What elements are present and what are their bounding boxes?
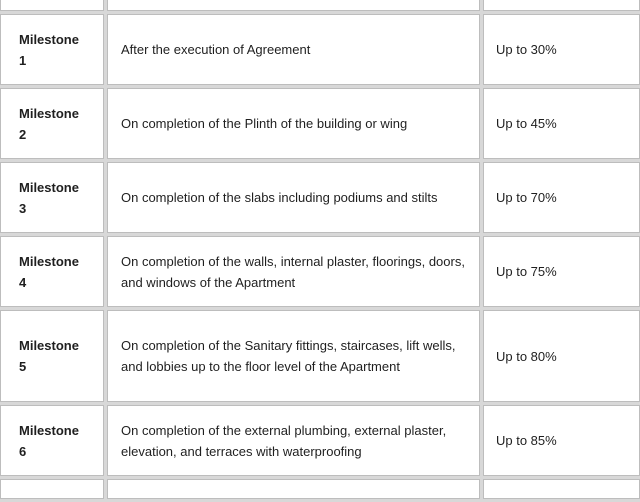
description-cell [107, 14, 480, 85]
milestone-description: On completion of the walls, internal plaster, floorings, doors, and windows of the Apartment [121, 253, 465, 290]
payment-cell [483, 236, 640, 307]
milestone-description: On completion of the Sanitary fittings, staircases, lift wells, and lobbies up to the floor level of the Apartment [121, 338, 456, 374]
milestone-label: Milestone 4 [19, 253, 79, 290]
table-row [0, 162, 640, 233]
milestone-label: Milestone 1 [19, 31, 79, 68]
payment-percentage: Up to 75% [496, 264, 557, 279]
payment-cell [483, 88, 640, 159]
milestone-description: On completion of the external plumbing, external plaster, elevation, and terraces with waterproofing [121, 422, 447, 459]
milestone-label: Milestone 5 [19, 338, 79, 374]
payment-cell [483, 310, 640, 402]
payment-cell [483, 405, 640, 476]
milestone-label: Milestone 3 [19, 179, 79, 216]
milestone-description: After the execution of Agreement [121, 42, 311, 57]
milestone-cell [0, 236, 104, 307]
description-cell [107, 162, 480, 233]
table-cell-empty [107, 479, 480, 499]
milestone-cell [0, 310, 104, 402]
payment-percentage: Up to 45% [496, 116, 557, 131]
table-row [0, 310, 640, 402]
payment-cell [483, 14, 640, 85]
table-cell-empty [0, 479, 104, 499]
milestone-label: Milestone 6 [19, 422, 79, 459]
table-row-partial-bottom [0, 479, 640, 499]
table-cell-empty [483, 479, 640, 499]
description-cell [107, 405, 480, 476]
table-row [0, 14, 640, 85]
milestone-description: On completion of the Plinth of the building or wing [121, 116, 408, 131]
milestone-label: Milestone 2 [19, 105, 79, 142]
table-row-partial-top [0, 0, 640, 11]
table-row [0, 236, 640, 307]
milestone-cell [0, 405, 104, 476]
milestone-cell [0, 88, 104, 159]
payment-cell [483, 162, 640, 233]
milestone-cell [0, 14, 104, 85]
table-cell-empty [0, 0, 104, 11]
payment-percentage: Up to 30% [496, 42, 557, 57]
milestone-cell [0, 162, 104, 233]
milestone-description: On completion of the slabs including podiums and stilts [121, 190, 438, 205]
payment-percentage: Up to 70% [496, 190, 557, 205]
table-row [0, 88, 640, 159]
table-cell-empty [483, 0, 640, 11]
payment-percentage: Up to 80% [496, 348, 557, 364]
description-cell [107, 310, 480, 402]
table-row [0, 405, 640, 476]
description-cell [107, 88, 480, 159]
table-cell-empty [107, 0, 480, 11]
payment-percentage: Up to 85% [496, 433, 557, 448]
description-cell [107, 236, 480, 307]
